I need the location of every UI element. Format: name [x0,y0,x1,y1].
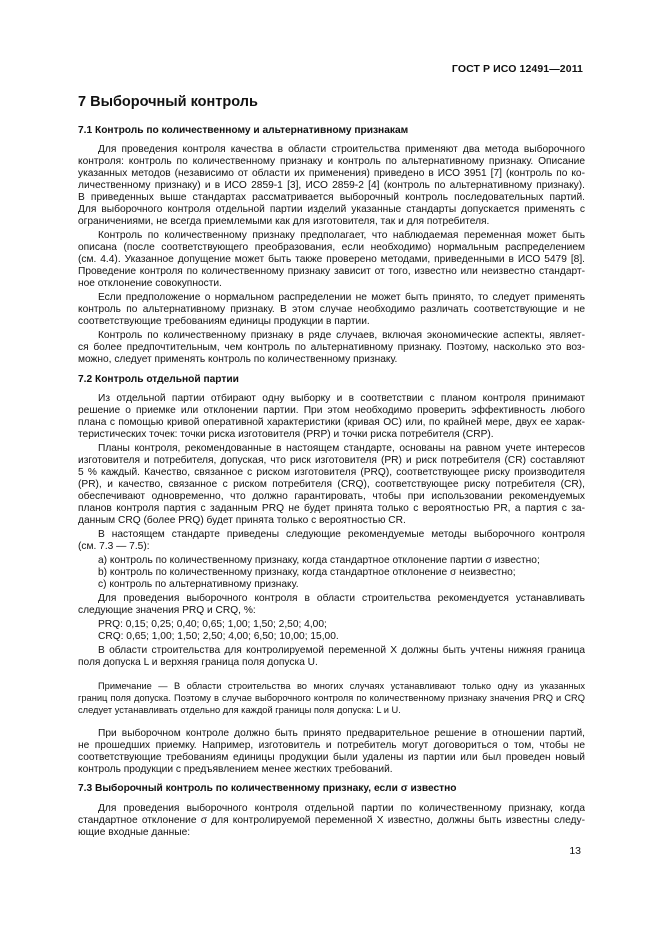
text-line: личественному признаку) и в ИСО 2859-1 [3], ИСО 2859-2 [4] (контроль по альтернативному признаку). [78,180,585,191]
text-line: изготовителя и потребителя, допуская, что риск изготовителя (PR) и риск потребителя (CR) составляют [78,455,585,466]
standard-header: ГОСТ Р ИСО 12491—2011 [451,63,583,75]
text-line: В настоящем стандарте приведены следующие рекомендуемые методы выборочного контроля [98,529,585,540]
text-line: соответствующие требованиям единицы продукции в партии. [78,316,370,327]
text-line: Для выборочного контроля отдельной партии изделий указанные стандарты допускается применять с [78,204,585,215]
subsection-7-2-title: 7.2 Контроль отдельной партии [78,374,239,385]
text-line: (PR), и качество, связанное с риском потребителя (CRQ), соответствующее риску потребителя (CR), [78,479,585,490]
text-line: Для проведения выборочного контроля отдельной партии по количественному признаку, когда [98,803,585,814]
text-line: ограничениями, не всегда приемлемыми как для изготовителя, так и для потребителя. [78,216,490,227]
text-line: указанных методов (независимо от области их применения) приведено в ИСО 3951 [7] (контроль по ко- [78,168,585,179]
text-line: Проведение контроля по количественному признаку зависит от того, известно или неизвестно стандарт- [78,266,585,277]
prq-values: PRQ: 0,15; 0,25; 0,40; 0,65; 1,00; 1,50; 2,50; 4,00; [98,619,327,630]
section-title: 7 Выборочный контроль [78,94,258,110]
text-line: (см. 4.4). Указанное допущение может быть также проверено методами, приведенными в ИСО 5479 [8]. [78,254,585,265]
text-line: В приведенных выше стандартах рассматривается выборочный контроль последовательных партий. [78,192,585,203]
text-line: данным CRQ (более PRQ) будет принята только с вероятностью CR. [78,515,406,526]
text-line: плана с помощью кривой оперативной характеристики (кривая ОС) или, по крайней мере, двух ее харак- [78,417,585,428]
text-line: Для проведения выборочного контроля в области строительства рекомендуется устанавливать [98,593,585,604]
text-line: стандартное отклонение σ для контролируемой переменной X известно, должны быть известны следу- [78,815,585,826]
text-line: Планы контроля, рекомендованные в настоящем стандарте, основаны на равном учете интересов [98,443,585,454]
text-line: соответствующие требованиям единицы продукции были удалены из партии или был проведен новый [78,752,585,763]
text-line: поля допуска L и верхняя граница поля допуска U. [78,657,318,668]
text-line: обеспечивают одновременно, что должно гарантировать, чтобы при использовании рекомендуемых [78,491,585,502]
text-line: теристических точек: точки риска изготовителя (PRP) и точки риска потребителя (CRP). [78,429,494,440]
list-item-c: c) контроль по альтернативному признаку. [98,579,299,590]
note-line: границ поля допуска. Поэтому в случае выборочного контроля по количественному признаку значения PRQ и CRQ [78,693,585,703]
text-line: Для проведения контроля качества в области строительства применяют два метода выборочного [98,144,585,155]
text-line: Контроль по количественному признаку предполагает, что наблюдаемая переменная может быть [98,230,585,241]
text-line: Из отдельной партии отбирают одну выборку и в соответствии с планом контроля принимают [98,393,585,404]
crq-values: CRQ: 0,65; 1,00; 1,50; 2,50; 4,00; 6,50; 10,00; 15,00. [98,631,339,642]
note-line: следует устанавливать отдельно для каждой границы поля допуска: L и U. [78,705,401,715]
text-line: можно, следует применять контроль по количественному признаку. [78,354,398,365]
text-line: следующие значения PRQ и CRQ, %: [78,605,256,616]
text-line: Контроль по количественному признаку в ряде случаев, включая экономические аспекты, являет- [98,330,585,341]
text-line: В области строительства для контролируемой переменной X должны быть учтены нижняя граница [98,645,585,656]
text-line: решение о приемке или отклонении партии. При этом необходимо проверить эффективность любого [78,405,585,416]
text-line: ное отклонение совокупности. [78,278,222,289]
text-line: контроль по альтернативному признаку. В этом случае необходимо различать соответствующие и не [78,304,585,315]
text-line: При выборочном контроле должно быть принято предварительное решение в отношении партий, [98,728,585,739]
text-line: описана (после соответствующего преобразования, если необходимо) нормальным распределением [78,242,585,253]
text-line: ющие входные данные: [78,827,191,838]
subsection-7-3-title: 7.3 Выборочный контроль по количественному признаку, если σ известно [78,783,457,794]
text-line: (см. 7.3 — 7.5): [78,541,150,552]
text-line: не прошедших приемку. Например, изготовитель и потребитель могут договориться о том, чтобы не [78,740,585,751]
text-line: ся более предпочтительным, чем контроль по альтернативному признаку. Поэтому, насколько это воз- [78,342,585,353]
text-line: Если предположение о нормальном распределении не может быть принято, то следует применять [98,292,585,303]
list-item-a: a) контроль по количественному признаку, когда стандартное отклонение партии σ известно; [98,555,540,566]
page-number: 13 [569,845,581,857]
note-line: Примечание — В области строительства во многих случаях устанавливают только одну из указанных [98,681,585,691]
text-line: 5 % каждый. Качество, связанное с риском изготовителя (PRQ), соответствующее риску производителя [78,467,585,478]
text-line: контроль продукции с предъявлением менее жестких требований. [78,764,393,775]
subsection-7-1-title: 7.1 Контроль по количественному и альтернативному признакам [78,125,409,136]
text-line: планов контроля партия с заданным PRQ не будет принята только с вероятностью PR, а партия с за- [78,503,585,514]
text-line: контроля: контроль по количественному признаку и контроль по альтернативному признаку. Описание [78,156,585,167]
list-item-b: b) контроль по количественному признаку, когда стандартное отклонение σ неизвестно; [98,567,516,578]
